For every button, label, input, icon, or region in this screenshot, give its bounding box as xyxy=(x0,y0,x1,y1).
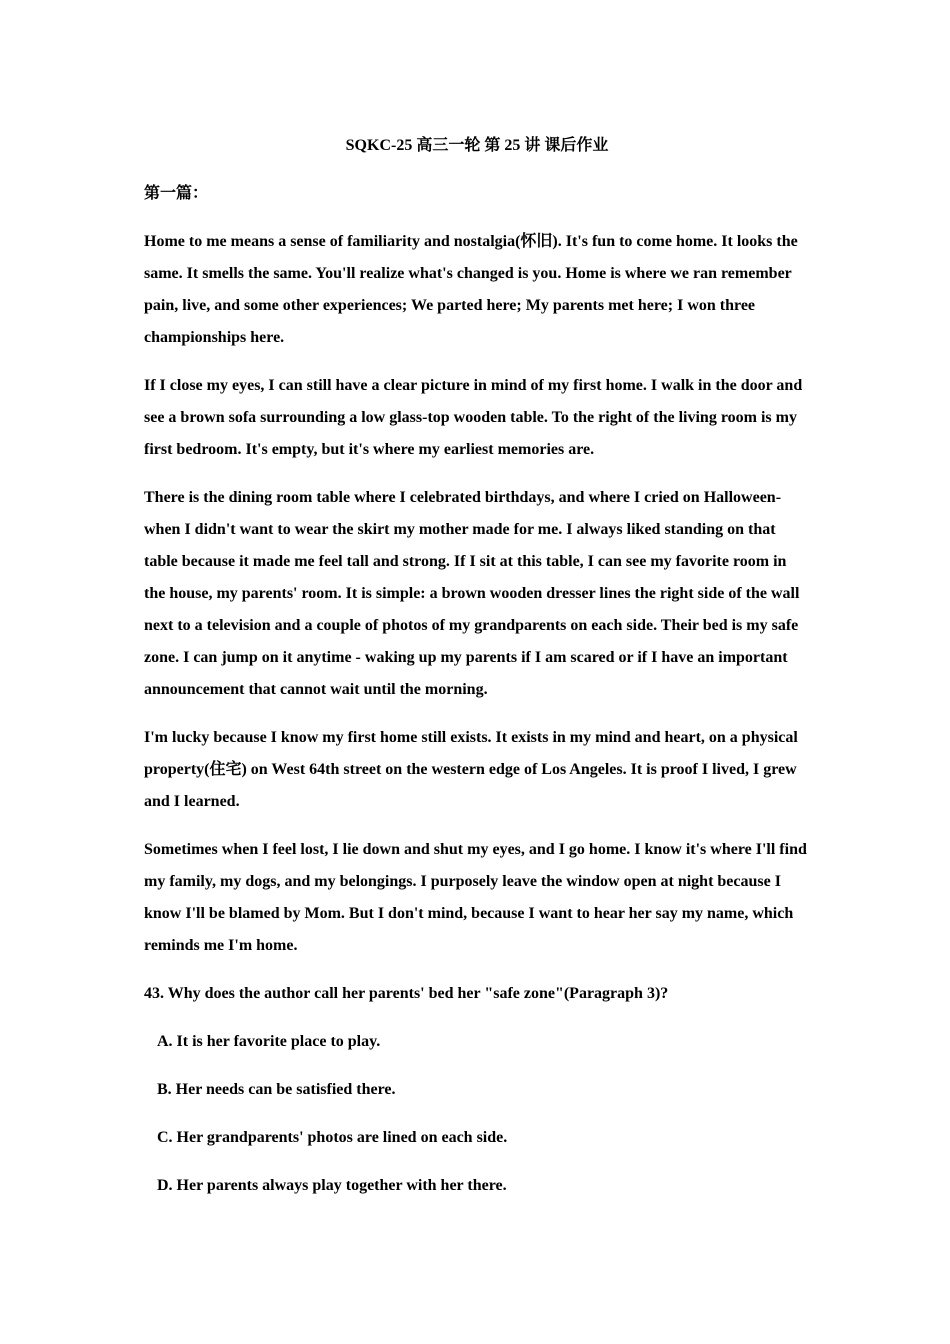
option-d: D. Her parents always play together with her there. xyxy=(157,1177,507,1194)
option-a: A. It is her favorite place to play. xyxy=(157,1033,381,1050)
question-43: 43. Why does the author call her parents' bed her "safe zone"(Paragraph 3)? xyxy=(144,985,669,1002)
paragraph-1: Home to me means a sense of familiarity and nostalgia(怀旧). It's fun to come home. It looks the same. It smells the same. You'll realize what's changed is you. Home is where we ran remember pain, live, and some other experiences; We parted here; My parents met here; I won three championships here. xyxy=(144,233,798,346)
option-c: C. Her grandparents' photos are lined on each side. xyxy=(157,1129,508,1146)
paragraph-5: Sometimes when I feel lost, I lie down and shut my eyes, and I go home. I know it's where I'll find my family, my dogs, and my belongings. I purposely leave the window open at night because I know I'll be blamed by Mom. But I don't mind, because I want to hear her say my name, which reminds me I'm home. xyxy=(144,841,807,954)
document-title: SQKC-25 高三一轮 第 25 讲 课后作业 xyxy=(345,137,609,154)
paragraph-4: I'm lucky because I know my first home still exists. It exists in my mind and heart, on a physical property(住宅) on West 64th street on the western edge of Los Angeles. It is proof I lived, I grew and I learned. xyxy=(144,729,798,810)
document-page xyxy=(144,130,810,1202)
option-b: B. Her needs can be satisfied there. xyxy=(157,1081,396,1098)
paragraph-3: There is the dining room table where I celebrated birthdays, and where I cried on Halloween-when I didn't want to wear the skirt my mother made for me. I always liked standing on that table because it made me feel tall and strong. If I sit at this table, I can see my favorite room in the house, my parents' room. It is simple: a brown wooden dresser lines the right side of the wall next to a television and a couple of photos of my grandparents on each side. Their bed is my safe zone. I can jump on it anytime - waking up my parents if I am scared or if I have an important announcement that cannot wait until the morning. xyxy=(144,489,800,698)
paragraph-2: If I close my eyes, I can still have a clear picture in mind of my first home. I walk in the door and see a brown sofa surrounding a low glass-top wooden table. To the right of the living room is my first bedroom. It's empty, but it's where my earliest memories are. xyxy=(144,377,803,458)
section-heading: 第一篇： xyxy=(144,185,209,202)
